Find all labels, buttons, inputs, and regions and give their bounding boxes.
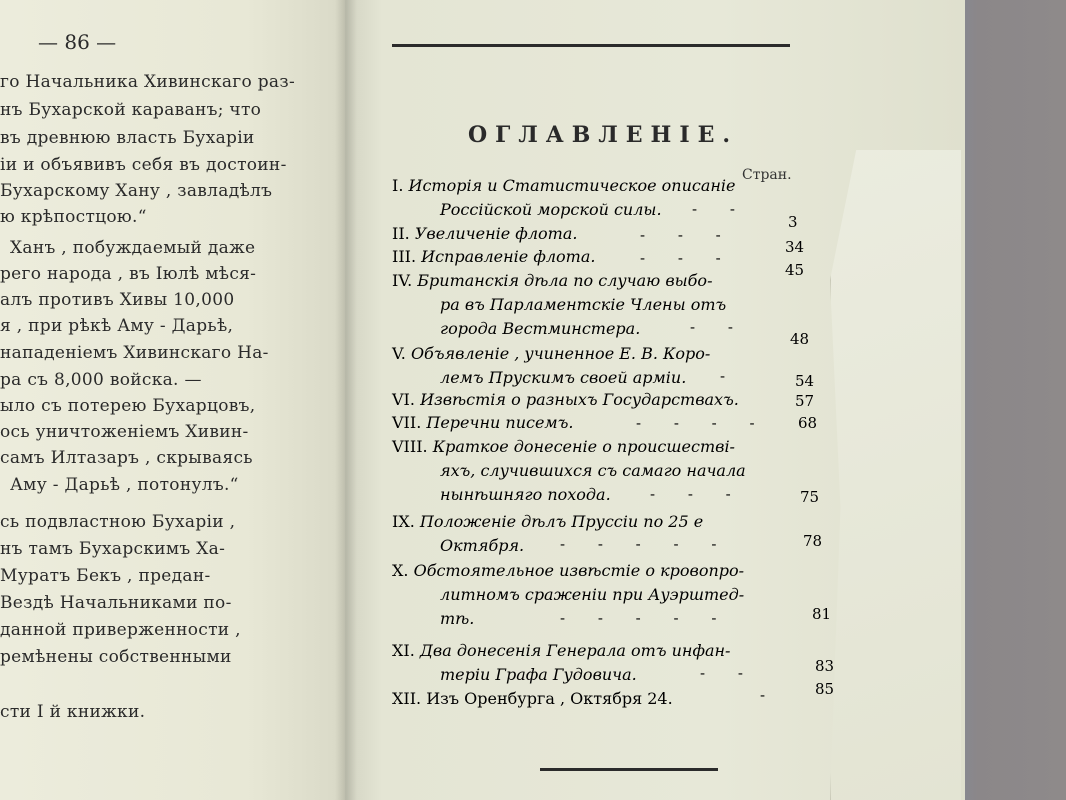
text-line: ра съ 8,000 войска. — <box>0 370 202 390</box>
toc-page-number: 45 <box>785 261 805 279</box>
leader-dots: - - - - - <box>560 535 731 553</box>
toc-entry <box>392 437 735 456</box>
text-line: рего народа , въ Iюлѣ мѣся- <box>0 264 257 284</box>
toc-entry-number: XI. <box>392 641 415 660</box>
toc-page-number: 81 <box>812 605 832 623</box>
text-line: алъ противъ Хивы 10,000 <box>0 290 235 310</box>
toc-entry <box>392 224 577 243</box>
toc-page-number: 85 <box>815 680 835 698</box>
text-line: ремѣнены собственными <box>0 647 232 667</box>
text-line: нъ Бухарской караванъ; что <box>0 100 262 120</box>
toc-entry-text: Перечни писемъ. <box>426 413 574 432</box>
toc-entry-text: тѣ. <box>440 609 475 628</box>
leader-dots: - - <box>700 664 757 682</box>
leader-dots: - - - - <box>636 414 769 432</box>
text-line: нъ тамъ Бухарскимъ Ха- <box>0 539 226 559</box>
toc-entry-text: Положенiе дѣлъ Пруссiи по 25 е <box>419 512 704 531</box>
toc-page-number: 78 <box>803 532 823 550</box>
toc-entry <box>392 689 673 708</box>
toc-entry-text: терiи Графа Гудовича. <box>440 665 637 684</box>
toc-entry <box>392 413 573 432</box>
leader-dots: - <box>720 367 740 385</box>
text-line: въ древнюю власть Бухарiи <box>0 128 255 148</box>
toc-entry-text: Увеличенiе флота. <box>414 224 578 243</box>
toc-entry-text: нынѣшняго похода. <box>440 485 611 504</box>
toc-entry-text: Объявленiе , учиненное Е. В. Коро- <box>410 344 711 363</box>
toc-entry-number: II. <box>392 224 410 243</box>
text-line: сти I й книжки. <box>0 702 146 722</box>
toc-entry-number: XII. <box>392 689 422 708</box>
toc-entry <box>392 641 730 660</box>
toc-page-number: 48 <box>790 330 810 348</box>
toc-page-number: 34 <box>785 238 805 256</box>
text-line: iи и объявивъ себя въ достоин- <box>0 155 287 175</box>
toc-entry-text: Исправленiе флота. <box>421 247 596 266</box>
toc-entry-number: X. <box>392 561 409 580</box>
toc-entry-number: VII. <box>392 413 422 432</box>
leader-dots: - <box>760 686 780 704</box>
toc-entry-text: ра въ Парламентскiе Члены отъ <box>440 295 727 314</box>
header-rule <box>392 44 790 47</box>
leader-dots: - - - <box>650 485 745 503</box>
toc-entry <box>392 271 712 290</box>
toc-entry-number: III. <box>392 247 417 266</box>
text-line: ось уничтоженiемъ Хивин- <box>0 422 249 442</box>
toc-entry-text: Два донесенiя Генерала отъ инфан- <box>419 641 731 660</box>
text-line: самъ Илтазаръ , скрываясь <box>0 448 253 468</box>
toc-page-number: 83 <box>815 657 835 675</box>
toc-page-number: 57 <box>795 392 815 410</box>
text-line: ыло съ потерею Бухарцовъ, <box>0 396 256 416</box>
text-line: сь подвластною Бухарiи , <box>0 512 236 532</box>
toc-entry-text: Обстоятельное извѣстiе о кровопро- <box>413 561 745 580</box>
toc-entry-number: VIII. <box>392 437 428 456</box>
toc-entry-text: Исторiя и Статистическое описанiе <box>408 176 736 195</box>
pages-column-label: Стран. <box>742 167 792 183</box>
toc-title: ОГЛАВЛЕНIЕ. <box>468 122 739 148</box>
text-line: го Начальника Хивинскаго раз- <box>0 72 295 92</box>
toc-entry <box>392 390 739 409</box>
toc-entry-text: Октября. <box>440 536 525 555</box>
text-line: нападенiемъ Хивинскаго На- <box>0 343 269 363</box>
text-line: Аму - Дарьѣ , потонулъ.“ <box>10 475 239 495</box>
toc-entry-text: яхъ, случившихся съ самаго начала <box>440 461 746 480</box>
leader-dots: - - - <box>640 249 735 267</box>
leader-dots: - - - - - <box>560 609 731 627</box>
toc-entry-text: Извѣстiя о разныхъ Государствахъ. <box>420 390 739 409</box>
toc-page-number: 54 <box>795 372 815 390</box>
left-page-number: — 86 — <box>38 30 117 54</box>
toc-page-number: 75 <box>800 488 820 506</box>
toc-entry <box>392 344 710 363</box>
text-line: Вездѣ Начальниками по- <box>0 593 232 613</box>
text-line: Муратъ Бекъ , предан- <box>0 566 211 586</box>
toc-entry-text: Британскiя дѣла по случаю выбо- <box>417 271 713 290</box>
toc-entry-text: Краткое донесенiе о происшествi- <box>432 437 735 456</box>
footer-rule <box>540 768 718 771</box>
toc-entry <box>392 561 744 580</box>
toc-entry-number: IV. <box>392 271 413 290</box>
toc-page-number: 68 <box>798 414 818 432</box>
toc-entry <box>392 512 703 531</box>
toc-entry-number: I. <box>392 176 404 195</box>
text-line: Ханъ , побуждаемый даже <box>10 238 256 258</box>
text-line: я , при рѣкѣ Аму - Дарьѣ, <box>0 316 234 336</box>
toc-entry-number: VI. <box>392 390 415 409</box>
text-line: ю крѣпостцою.“ <box>0 207 147 227</box>
toc-entry-number: IX. <box>392 512 415 531</box>
text-line: Бухарскому Хану , завладѣлъ <box>0 181 273 201</box>
toc-entry-text: Изъ Оренбурга , Октября 24. <box>426 689 673 708</box>
leader-dots: - - <box>690 318 747 336</box>
book-gutter <box>335 0 357 800</box>
paper-tear <box>830 150 961 800</box>
toc-entry-text: Россiйской морской силы. <box>440 200 662 219</box>
left-page <box>0 0 350 800</box>
toc-entry-text: литномъ сраженiи при Ауэрштед- <box>440 585 745 604</box>
leader-dots: - - <box>692 200 749 218</box>
toc-entry <box>392 176 736 195</box>
leader-dots: - - - <box>640 226 735 244</box>
toc-entry-number: V. <box>392 344 406 363</box>
toc-entry-text: лемъ Прускимъ своей армiи. <box>440 368 687 387</box>
text-line: данной приверженности , <box>0 620 241 640</box>
toc-entry <box>392 247 595 266</box>
toc-entry-text: города Вестминстера. <box>440 319 641 338</box>
toc-page-number: 3 <box>788 213 798 231</box>
